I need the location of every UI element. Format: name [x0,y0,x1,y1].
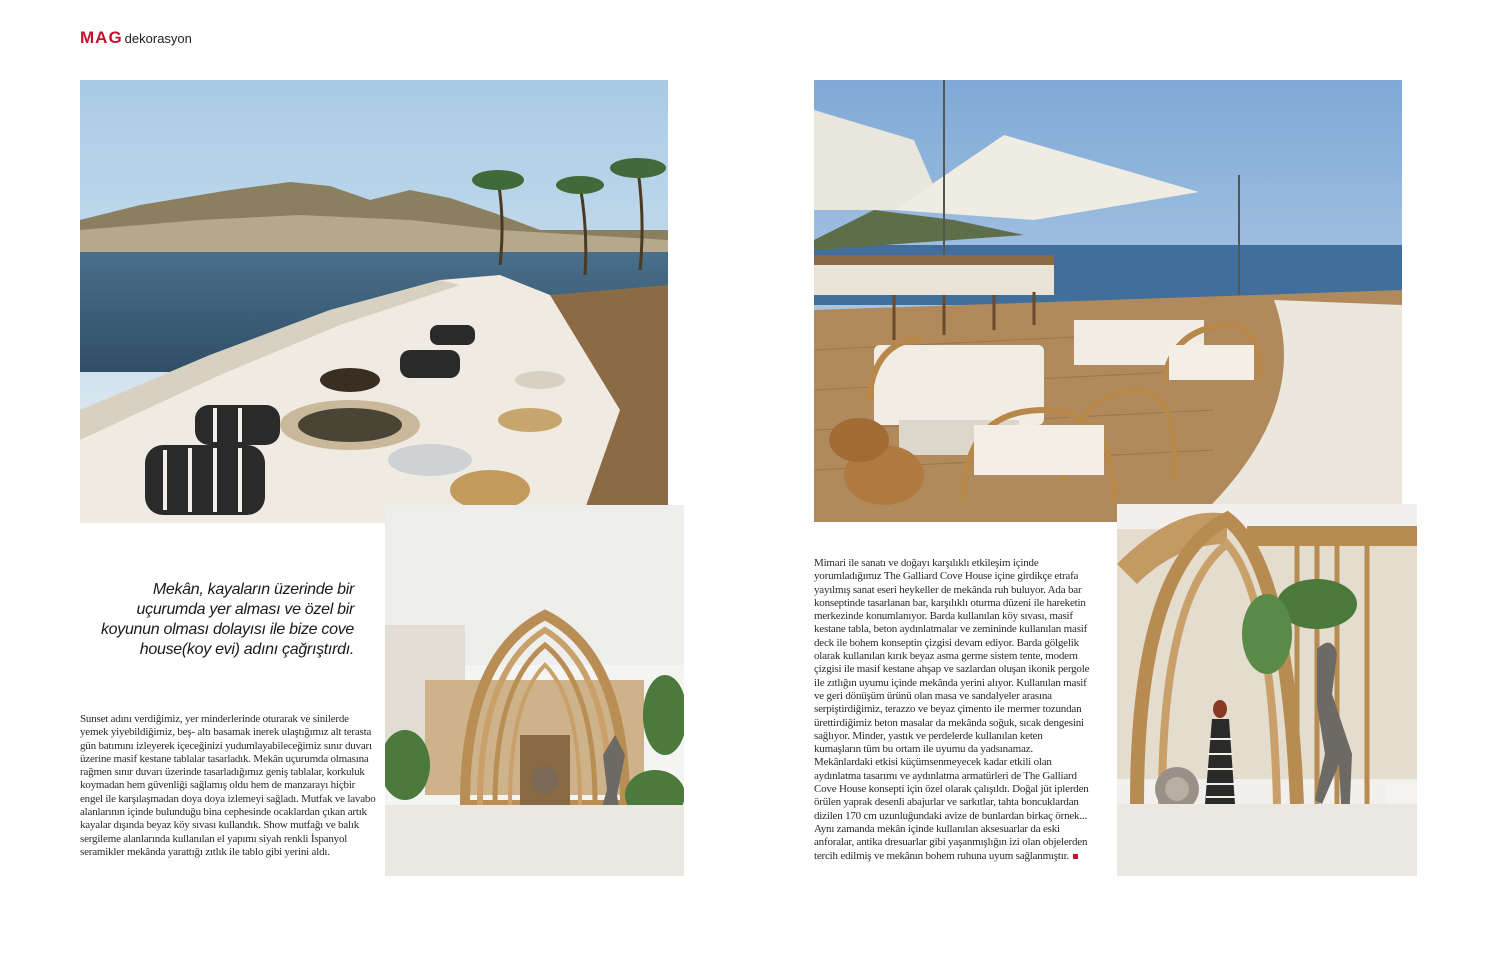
body-text-right-content: Mimari ile sanatı ve doğayı karşılıklı etkileşim içinde yorumladığımız The Galliard Cove House içine girdikçe etrafa yayılmış sanat eseri heykeller de mekânda ruh buluyor. Ada bar konseptinde tasarlanan bar, karşılıklı oturma düzeni ile hareketin merkezinde konumlanıyor. Barda kullanılan köy sıvası, masif kestane tabla, beton aydınlatmalar ve zemininde kullanılan masif deck ile bohem konseptin çizgisi devam ediyor. Barda gölgelik olarak kullanılan kırık beyaz asma germe sistem tente, modern çizgisi ile masif kestane ahşap ve sazlardan oluşan ikonik pergole ile zıtlığın uyumu içinde mekânda yerini alıyor. Kullanılan masif ve geri dönüşüm ürünü olan masa ve sandalyeler arasına serpiştirdiğimiz, terazzo ve beyaz çimento ile mermer tozundan ürettirdiğimiz beton masalar da mekânda soğuk, sıcak dengesini sağlıyor. Minder, yastık ve perdelerde kullanılan keten kumaşların tüm bu ortam ile uyumu da yadsınamaz. Mekânlardaki etkisi küçümsenmeyecek kadar etkili olan aydınlatma tasarımı ve aydınlatma armatürleri de The Galliard Cove House konsepti için özel olarak çalışıldı. Doğal jüt iplerden örülen yaprak desenli abajurlar ve sarkıtlar, tahta boncuklardan dizilen 170 cm uzunluğundaki avize de bunlardan birkaç örnek... Aynı zamanda mekân içinde kullanılan aksesuarlar da eski anforalar, antika dresuarlar gibi yaşanmışlığın izi olan objelerden tercih edilmiş ve mekânın bohem ruhuna uyum sağlanmıştır. [814,557,1090,862]
body-text-left [80,713,376,859]
magazine-logo: MAG [80,28,123,47]
page-header [80,28,192,48]
bar-deck-photo [814,80,1402,522]
end-mark-icon [1073,854,1078,859]
pull-quote: Mekân, kayaların üzerinde bir uçurumda yer alması ve özel bir koyunun olması dolayısı ile bize cove house(koy evi) adını çağrıştırdı. [100,581,354,658]
arch-woman-photo [1117,504,1417,876]
section-label: dekorasyon [124,31,192,46]
body-text-left-content: Sunset adını verdiğimiz, yer minderlerinde oturarak ve sinilerde yemek yiyebildiğimiz, beş- altı basamak inerek ulaştığımız alt terasta gün batımını izleyerek içeceğinizi yudumlayabileceğimiz sınır duvarı üzerine masif kestane tablalar tasarladık. Mekân uçurumda olmasına rağmen sınır duvarı üzerinde tasarladığımız geniş tablalar, korkuluk koymadan hem güvenliği sağlamış oldu hem de manzarayı hiçbir engel ile karşılaşmadan doya doya izlemeyi sağladı. Mutfak ve lavabo alanlarının içinde bulunduğu bina cephesinde ocaklardan çıkan artık kayalar dışında beyaz köy sıvası kullandık. Show mutfağı ve balık sergileme alanlarında kullanılan el yapımı siyah renkli İspanyol seramikler mekânda yarattığı zıtlık ile tablo gibi yerini aldı. [80,713,376,858]
body-text-right [814,557,1090,863]
terrace-photo [80,80,668,523]
pergola-photo [385,505,684,876]
